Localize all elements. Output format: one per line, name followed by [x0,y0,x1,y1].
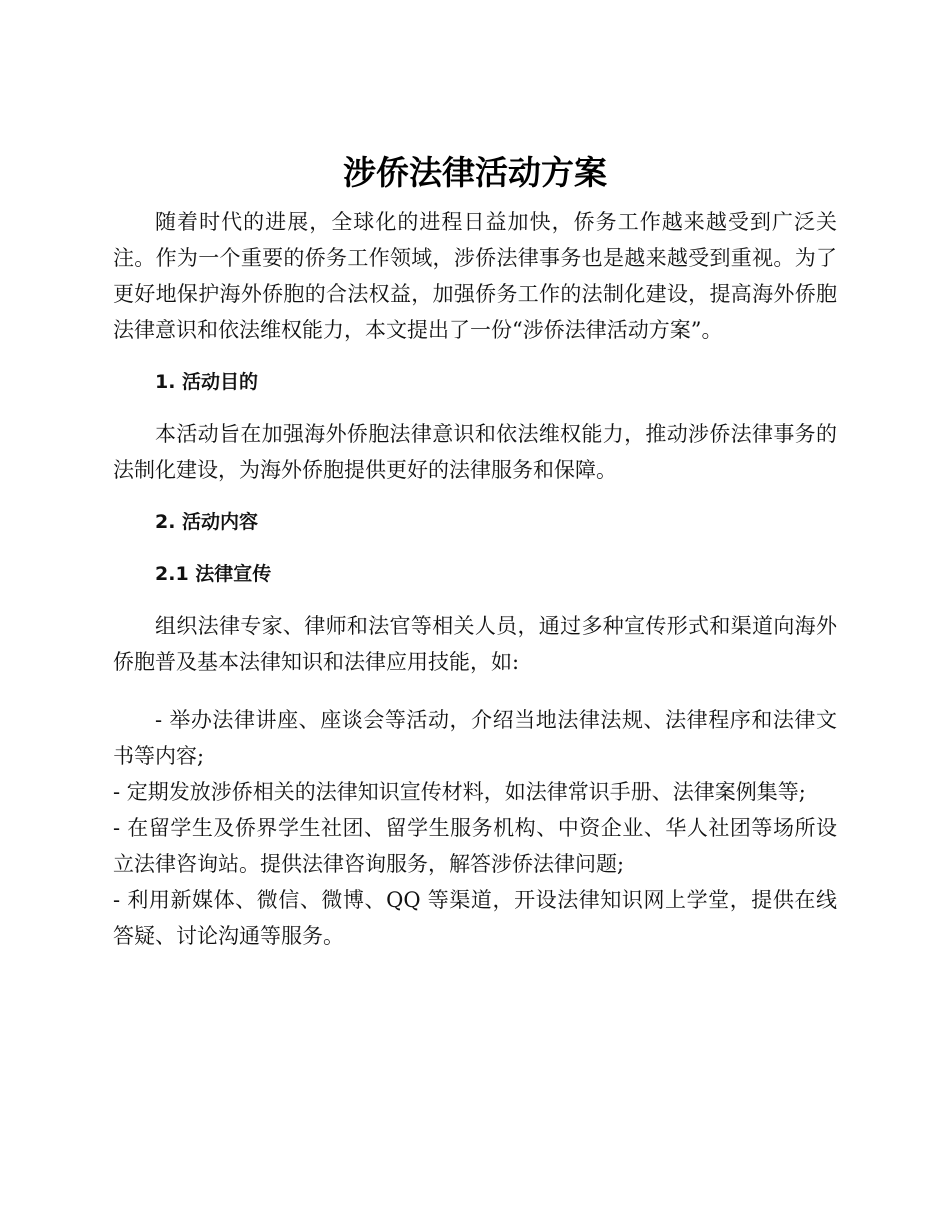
section-heading-purpose: 1. 活动目的 [155,371,259,393]
spacer [113,592,837,608]
document-content [113,148,837,954]
subsection-heading-legal-promotion: 2.1 法律宣传 [155,563,272,585]
spacer [113,680,837,702]
intro-paragraph: 随着时代的进展，全球化的进程日益加快，侨务工作越来越受到广泛关注。作为一个重要的侨务工作领域，涉侨法律事务也是越来越受到重视。为了更好地保护海外侨胞的合法权益，加强侨务工作的法制化建设，提高海外侨胞法律意识和依法维权能力，本文提出了一份“涉侨法律活动方案”。 [113,210,837,342]
list-item: - 利用新媒体、微信、微博、QQ 等渠道，开设法律知识网上学堂，提供在线答疑、讨论沟通等服务。 [113,888,837,948]
list-item: - 定期发放涉侨相关的法律知识宣传材料，如法律常识手册、法律案例集等; [113,780,806,804]
section-heading-content: 2. 活动内容 [155,511,259,533]
spacer [113,488,837,504]
purpose-paragraph: 本活动旨在加强海外侨胞法律意识和依法维权能力，推动涉侨法律事务的法制化建设，为海外侨胞提供更好的法律服务和保障。 [113,422,837,482]
document-title: 涉侨法律活动方案 [343,153,607,192]
spacer [113,348,837,364]
list-item: - 在留学生及侨界学生社团、留学生服务机构、中资企业、华人社团等场所设立法律咨询站。提供法律咨询服务，解答涉侨法律问题; [113,816,837,876]
spacer [113,540,837,556]
legal-promotion-paragraph: 组织法律专家、律师和法官等相关人员，通过多种宣传形式和渠道向海外侨胞普及基本法律知识和法律应用技能，如: [113,614,837,674]
list-item: - 举办法律讲座、座谈会等活动，介绍当地法律法规、法律程序和法律文书等内容; [113,708,837,768]
spacer [113,400,837,416]
